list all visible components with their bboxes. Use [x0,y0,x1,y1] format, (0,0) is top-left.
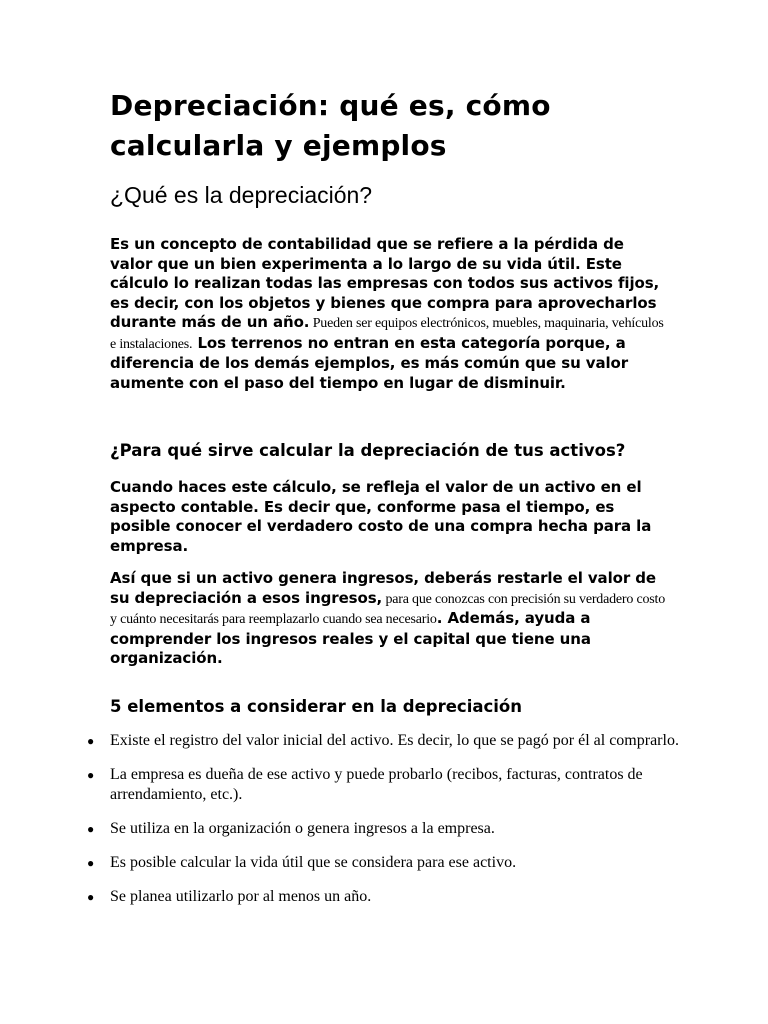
bullet-icon: ● [87,856,95,870]
paragraph-income [110,569,670,669]
paragraph-definition-normal: Pueden ser equipos electrónicos, muebles, maquinaria, vehículos e instalaciones. [110,316,664,352]
section-subtitle: ¿Qué es la depreciación? [110,182,373,208]
paragraph-definition-bold-a: Es un concepto de contabilidad que se refiere a la pérdida de valor que un bien experimenta a lo largo de su vida útil. Este cálculo lo realizan todas las empresas con todos sus activos fijos, es decir, con los objetos y bienes que compra para aprovecharlos durante más de un año. [110,235,660,331]
section-heading-elements: 5 elementos a considerar en la depreciación [110,697,523,716]
bullet-icon: ● [87,768,95,782]
list-item-text: Es posible calcular la vida útil que se considera para ese activo. [110,854,517,871]
list-item [82,853,702,873]
paragraph-income-bold-a: Así que si un activo genera ingresos, deberás restarle el valor de su depreciación a esos ingresos, [110,569,656,607]
list-item-text: Se utiliza en la organización o genera ingresos a la empresa. [110,820,495,837]
section-heading-purpose: ¿Para qué sirve calcular la depreciación de tus activos? [110,441,626,460]
paragraph-income-bold-b: . Además, ayuda a comprender los ingresos reales y el capital que tiene una organización. [110,609,591,667]
bullet-icon: ● [87,890,95,904]
list-item-text: La empresa es dueña de ese activo y puede probarlo (recibos, facturas, contratos de arrendamiento, etc.). [110,766,643,803]
paragraph-definition [110,235,670,393]
list-item [82,819,702,839]
list-item [82,887,702,907]
bullet-icon: ● [87,734,95,748]
paragraph-purpose: Cuando haces este cálculo, se refleja el valor de un activo en el aspecto contable. Es decir que, conforme pasa el tiempo, es posible conocer el verdadero costo de una compra hecha para la empresa. [110,478,652,555]
elements-list [82,731,702,921]
paragraph-income-normal: para que conozcas con precisión su verdadero costo y cuánto necesitarás para reemplazarlo cuando sea necesario [110,591,666,627]
bullet-icon: ● [87,822,95,836]
paragraph-definition-bold-b: Los terrenos no entran en esta categoría porque, a diferencia de los demás ejemplos, es más común que su valor aumente con el paso del tiempo en lugar de disminuir. [110,333,629,392]
list-item-text: Existe el registro del valor inicial del activo. Es decir, lo que se pagó por él al comprarlo. [110,732,679,749]
page-title: Depreciación: qué es, cómo calcularla y ejemplos [110,89,551,162]
list-item [82,731,702,751]
list-item [82,765,702,805]
list-item-text: Se planea utilizarlo por al menos un año. [110,888,372,905]
